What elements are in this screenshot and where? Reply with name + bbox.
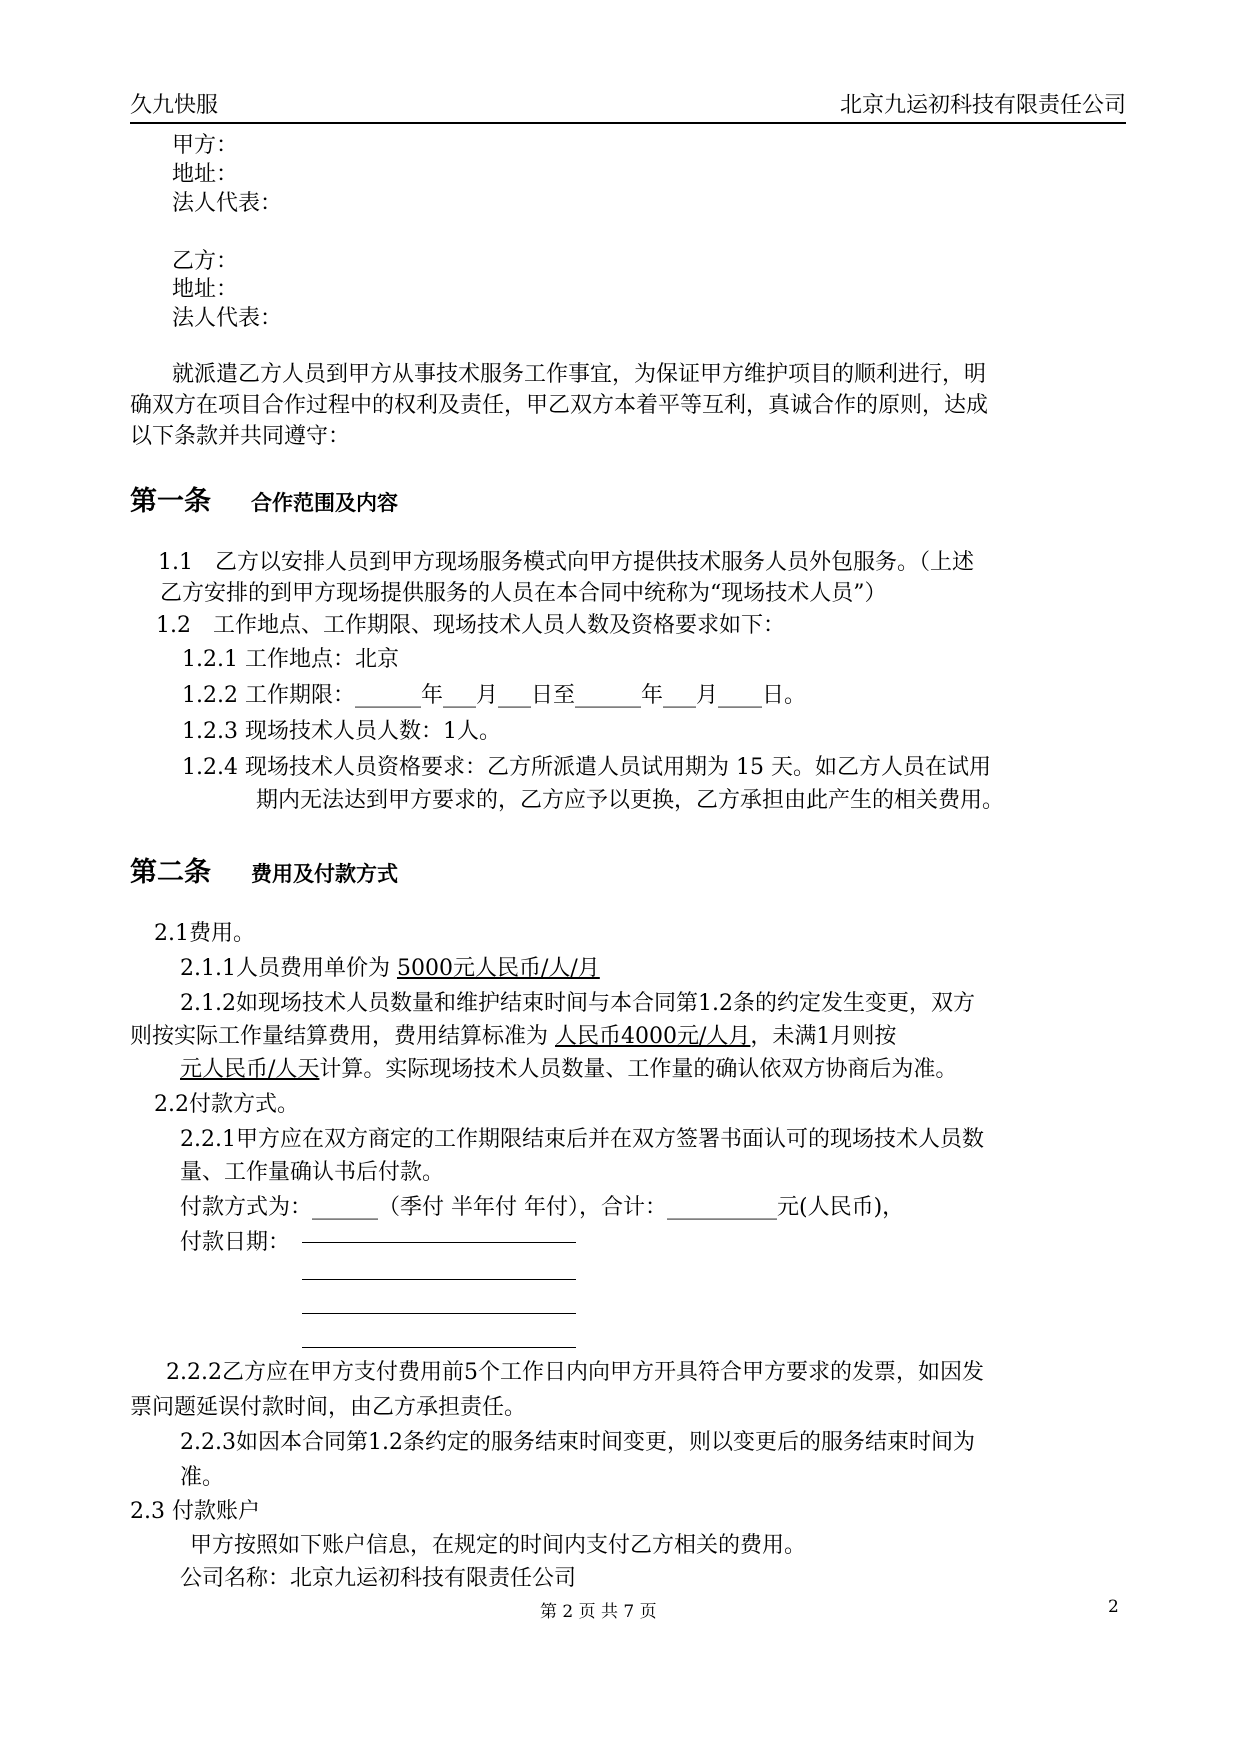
article-1-number: 第一条	[130, 486, 211, 517]
clause-2-1-2-line-1: 2.1.2如现场技术人员数量和维护结束时间与本合同第1.2条的约定发生变更，双方	[180, 991, 975, 1016]
clause-2-1-2-text-tail: ，未满1月则按	[750, 1024, 897, 1049]
daily-rate-value: 元人民币/人天	[180, 1057, 320, 1082]
page-header	[130, 82, 1126, 124]
clause-2-1-1-text: 2.1.1人员费用单价为	[180, 956, 390, 981]
clause-1-1-line-1: 1.1 乙方以安排人员到甲方现场服务模式向甲方提供技术服务人员外包服务。（上述	[158, 550, 974, 575]
payment-date-blank-2	[302, 1279, 576, 1280]
clause-1-1-line-2: 乙方安排的到甲方现场提供服务的人员在本合同中统称为“现场技术人员”）	[160, 581, 887, 606]
party-b-name-label: 乙方：	[172, 249, 239, 274]
party-b-rep-label: 法人代表：	[172, 306, 283, 331]
clause-2-2: 2.2付款方式。	[154, 1092, 299, 1117]
clause-2-2-1-line-1: 2.2.1甲方应在双方商定的工作期限结束后并在双方签署书面认可的现场技术人员数	[180, 1127, 984, 1152]
clause-1-2-4-line-1: 1.2.4 现场技术人员资格要求：乙方所派遣人员试用期为 15 天。如乙方人员在试用	[182, 755, 991, 780]
payment-date-blank-3	[302, 1313, 576, 1314]
article-2-title: 费用及付款方式	[251, 862, 398, 886]
clause-2-1-2-line-3	[180, 1054, 957, 1086]
clause-2-2-3-line-1: 2.2.3如因本合同第1.2条约定的服务结束时间变更，则以变更后的服务结束时间为	[180, 1430, 975, 1455]
party-b-address-label: 地址：	[172, 277, 239, 302]
article-2-number: 第二条	[130, 857, 211, 888]
article-1-title: 合作范围及内容	[251, 491, 398, 515]
clause-1-2-1: 1.2.1 工作地点：北京	[182, 647, 399, 672]
article-1-heading	[130, 479, 398, 518]
clause-2-1: 2.1费用。	[154, 921, 255, 946]
clause-1-2-4-line-2: 期内无法达到甲方要求的，乙方应予以更换，乙方承担由此产生的相关费用。	[256, 788, 1005, 813]
header-left: 久九快服	[130, 93, 219, 118]
clause-2-3-line-1: 甲方按照如下账户信息，在规定的时间内支付乙方相关的费用。	[190, 1533, 807, 1558]
clause-1-2-3: 1.2.3 现场技术人员人数：1人。	[182, 719, 501, 744]
clause-2-2-2-line-2: 票问题延误付款时间，由乙方承担责任。	[130, 1395, 527, 1420]
payment-method-line: 付款方式为：______（季付 半年付 年付），合计：__________元(人民币)，	[180, 1195, 905, 1220]
party-a-name-label: 甲方：	[172, 133, 239, 158]
intro-line-1: 就派遣乙方人员到甲方从事技术服务工作事宜，为保证甲方维护项目的顺利进行，明	[172, 362, 987, 387]
party-a-rep-label: 法人代表：	[172, 191, 283, 216]
company-name-line: 公司名称：北京九运初科技有限责任公司	[180, 1566, 577, 1591]
clause-2-2-3-line-2: 准。	[180, 1465, 225, 1490]
clause-2-1-2-line-2	[130, 1021, 896, 1053]
settlement-rate-value: 人民币4000元/人月	[555, 1024, 751, 1049]
clause-2-2-1-line-2: 量、工作量确认书后付款。	[180, 1160, 445, 1185]
payment-date-blank-1	[302, 1242, 576, 1243]
clause-1-2: 1.2 工作地点、工作期限、现场技术人员人数及资格要求如下：	[156, 613, 785, 638]
intro-line-3: 以下条款并共同遵守：	[130, 424, 351, 449]
party-a-address-label: 地址：	[172, 162, 239, 187]
clause-2-1-2-text-end: 计算。实际现场技术人员数量、工作量的确认依双方协商后为准。	[319, 1057, 958, 1082]
page-number: 2	[1108, 1597, 1119, 1617]
payment-date-blank-4	[302, 1347, 576, 1348]
clause-2-3: 2.3 付款账户	[130, 1499, 260, 1524]
article-2-heading	[130, 850, 398, 889]
unit-price-value: 5000元人民币/人/月	[396, 956, 600, 981]
intro-line-2: 确双方在项目合作过程中的权利及责任，甲乙双方本着平等互利，真诚合作的原则，达成	[130, 393, 989, 418]
clause-2-2-2-line-1: 2.2.2乙方应在甲方支付费用前5个工作日内向甲方开具符合甲方要求的发票，如因发	[166, 1360, 984, 1385]
page-count: 第 2 页 共 7 页	[540, 1602, 657, 1622]
header-right: 北京九运初科技有限责任公司	[839, 93, 1126, 118]
clause-2-1-1	[180, 953, 600, 985]
clause-1-2-2: 1.2.2 工作期限：______年___月___日至______年___月____日。	[182, 683, 806, 708]
clause-2-1-2-text: 则按实际工作量结算费用，费用结算标准为	[130, 1024, 549, 1049]
payment-date-label: 付款日期：	[180, 1230, 291, 1255]
